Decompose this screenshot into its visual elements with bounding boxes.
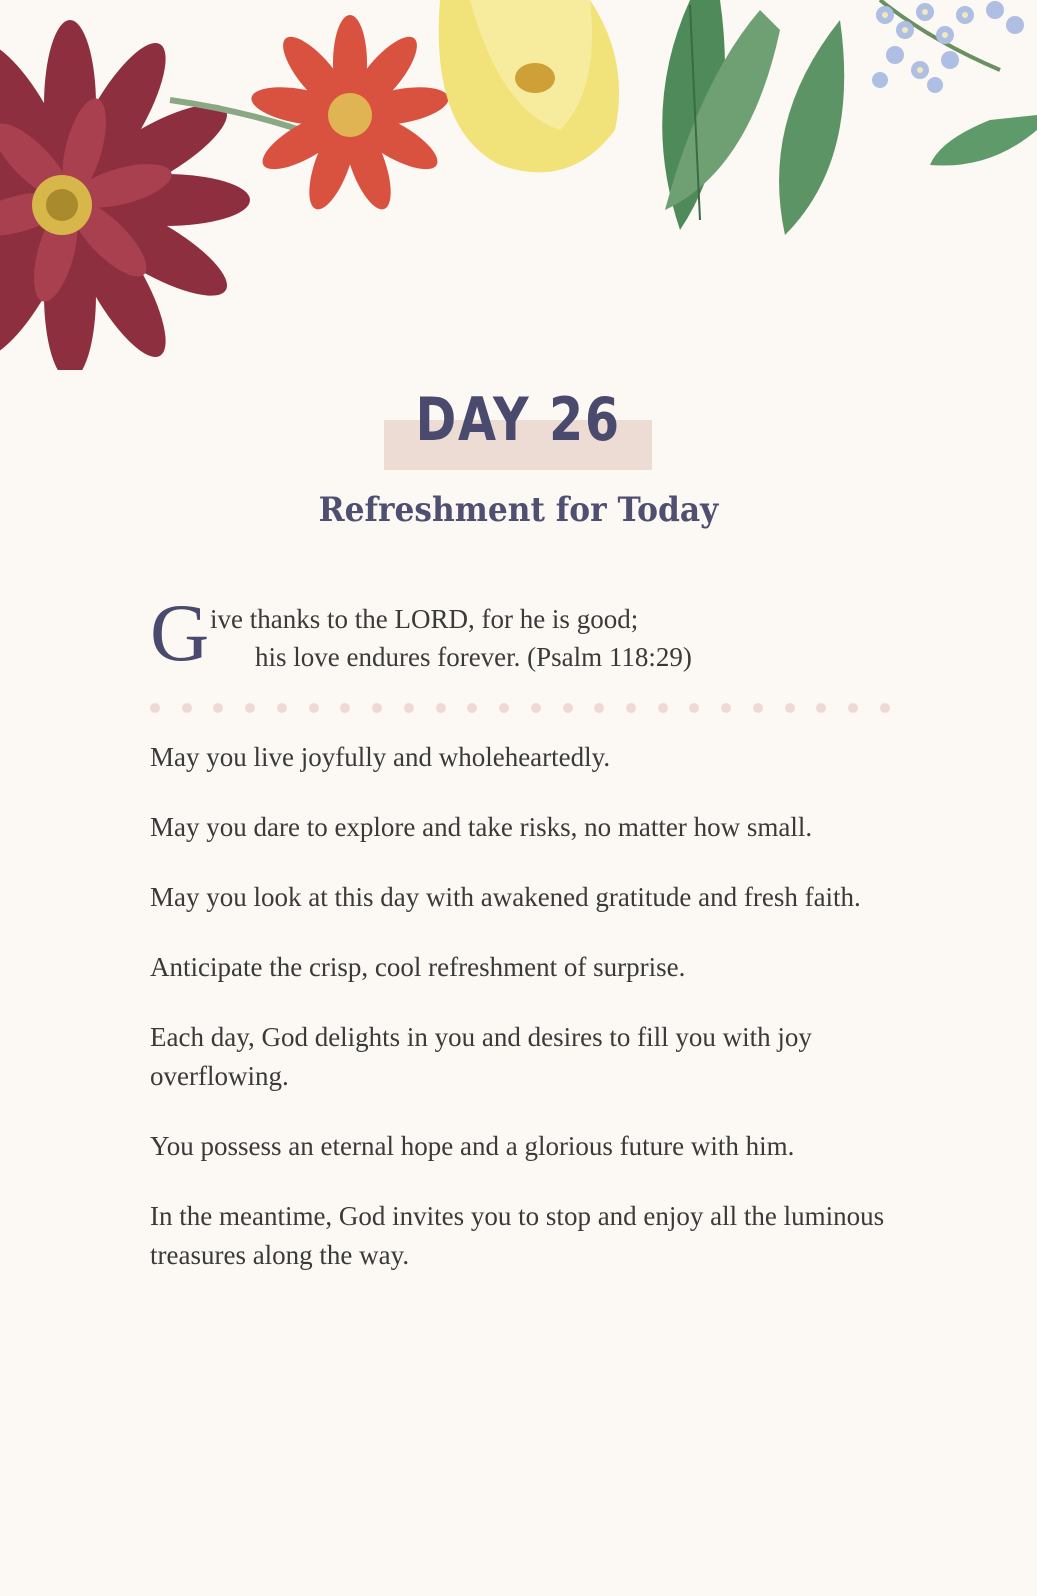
paragraph: Anticipate the crisp, cool refreshment of surprise. (150, 952, 686, 982)
divider-dot (658, 703, 668, 713)
dahlia-flower-icon (0, 20, 250, 370)
divider-dot (785, 703, 795, 713)
page-subtitle: Refreshment for Today (318, 490, 719, 530)
verse-line-2: his love endures forever. (Psalm 118:29) (255, 642, 692, 672)
divider-dot (213, 703, 223, 713)
paragraph: You possess an eternal hope and a glorious future with him. (150, 1131, 795, 1161)
paragraph: May you dare to explore and take risks, no matter how small. (150, 812, 813, 842)
divider-dot (150, 703, 160, 713)
divider-dot (563, 703, 573, 713)
drop-cap: G (150, 587, 210, 678)
divider-dot (753, 703, 763, 713)
dotted-divider (150, 703, 890, 715)
divider-dot (340, 703, 350, 713)
divider-dot (499, 703, 509, 713)
divider-dot (880, 703, 890, 713)
divider-dot (404, 703, 414, 713)
divider-dot (531, 703, 541, 713)
divider-dot (245, 703, 255, 713)
divider-dot (816, 703, 826, 713)
day-header (0, 382, 1037, 458)
paragraph: May you live joyfully and wholeheartedly. (150, 742, 611, 772)
floral-illustration (0, 0, 1037, 370)
green-leaves-icon (662, 0, 1037, 235)
divider-dot (182, 703, 192, 713)
yellow-flower-icon (439, 0, 619, 172)
divider-dot (689, 703, 699, 713)
day-title: DAY 26 (415, 385, 622, 455)
divider-dot (436, 703, 446, 713)
divider-dot (721, 703, 731, 713)
divider-dot (309, 703, 319, 713)
paragraph: May you look at this day with awakened gratitude and fresh faith. (150, 882, 861, 912)
divider-dot (277, 703, 287, 713)
divider-dot (372, 703, 382, 713)
paragraph: Each day, God delights in you and desires to fill you with joy overflowing. (150, 1022, 812, 1091)
divider-dot (626, 703, 636, 713)
paragraph: In the meantime, God invites you to stop and enjoy all the luminous treasures along the way. (150, 1201, 885, 1270)
devotional-body (150, 738, 890, 1306)
divider-dot (594, 703, 604, 713)
divider-dot (467, 703, 477, 713)
divider-dot (848, 703, 858, 713)
verse-line-1: ive thanks to the LORD, for he is good; (210, 604, 639, 634)
red-flower-icon (249, 15, 452, 215)
